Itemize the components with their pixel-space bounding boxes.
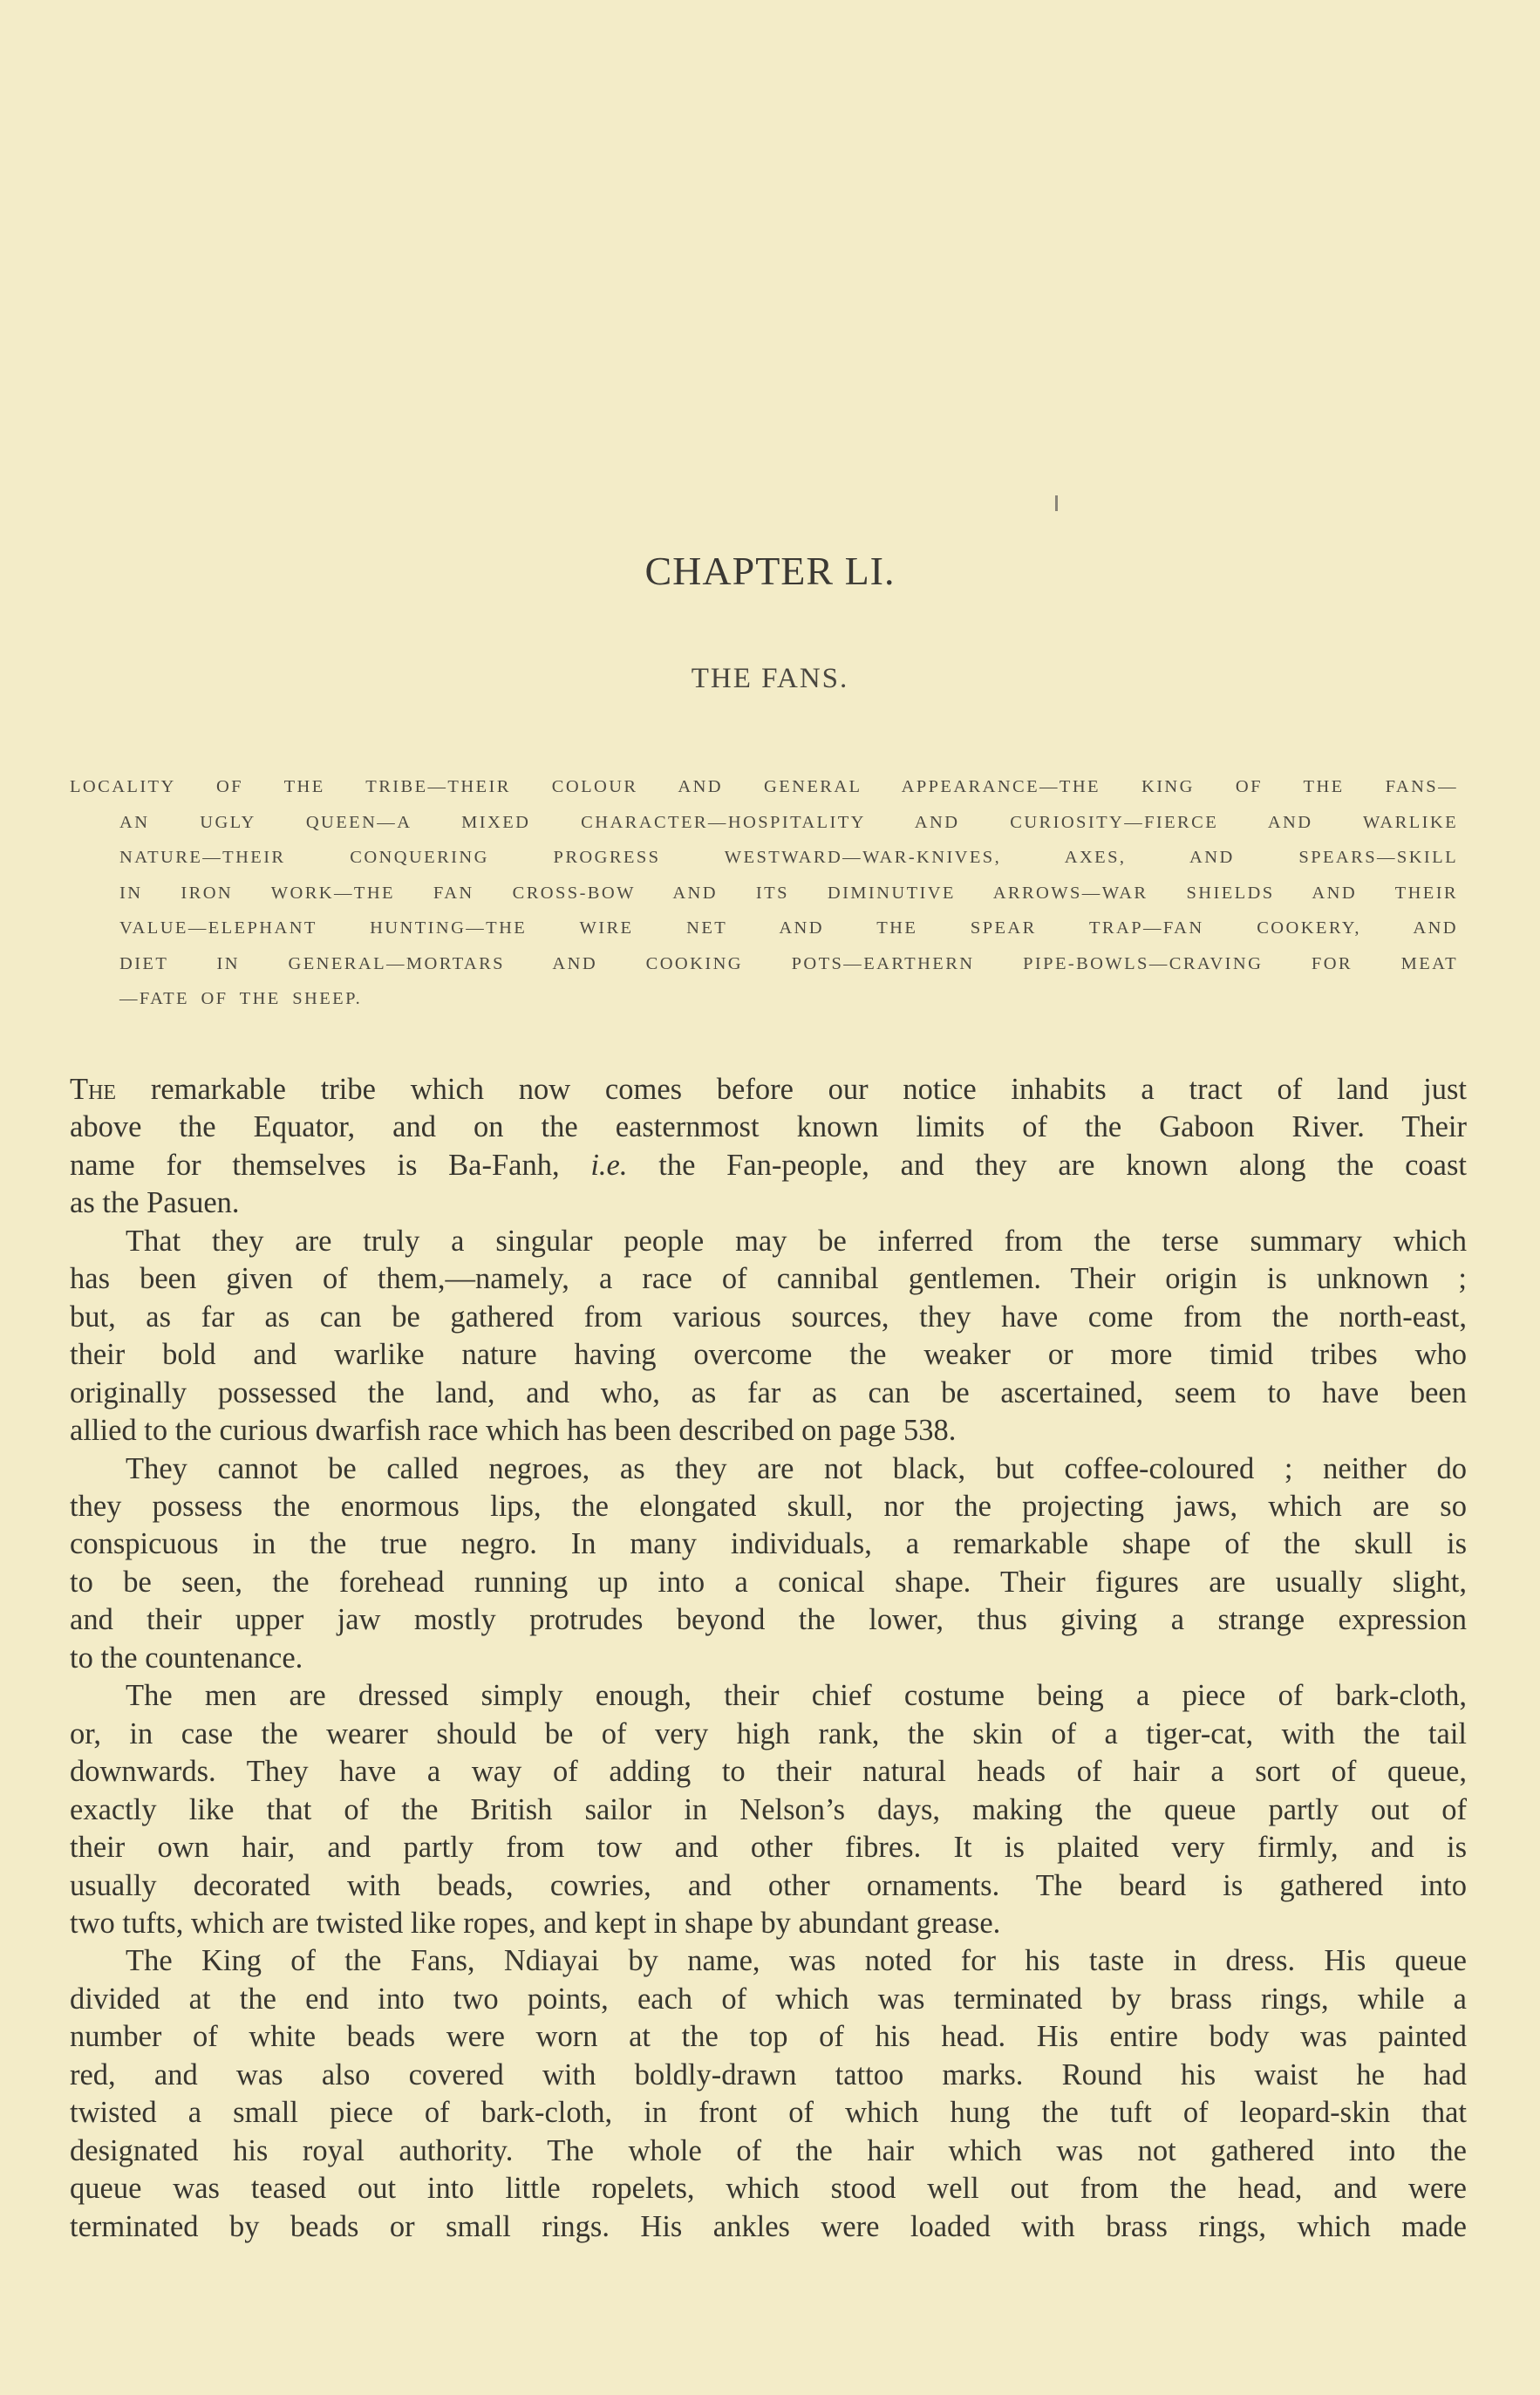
paragraph-line: or, in case the wearer should be of very high rank, the skin of a tiger-cat, with the tail xyxy=(70,1716,1467,1750)
paragraph-line: That they are truly a singular people may be inferred from the terse summary which xyxy=(126,1224,1467,1258)
paragraph-line: to the countenance. xyxy=(70,1641,303,1675)
paragraph-line: as the Pasuen. xyxy=(70,1186,240,1220)
paragraph-line: The men are dressed simply enough, their chief costume being a piece of bark-cloth, xyxy=(126,1679,1467,1713)
paragraph-line: above the Equator, and on the easternmost known limits of the Gaboon River. Their xyxy=(70,1110,1467,1144)
paragraph-line: conspicuous in the true negro. In many individuals, a remarkable shape of the skull is xyxy=(70,1527,1467,1561)
chapter-title: CHAPTER LI. xyxy=(644,549,896,593)
paragraph-line: but, as far as can be gathered from various sources, they have come from the north-east, xyxy=(70,1300,1467,1334)
italic-abbreviation: i.e. xyxy=(590,1148,628,1182)
paragraph-line: queue was teased out into little ropelets, which stood well out from the head, and were xyxy=(70,2172,1467,2206)
paragraph-line: their bold and warlike nature having overcome the weaker or more timid tribes who xyxy=(70,1338,1467,1372)
paragraph-line xyxy=(70,1147,1467,1184)
paragraph-line: They cannot be called negroes, as they are not black, but coffee-coloured ; neither do xyxy=(126,1451,1467,1485)
paragraph-line: divided at the end into two points, each of which was terminated by brass rings, while a xyxy=(70,1982,1467,2016)
paragraph-line: their own hair, and partly from tow and other fibres. It is plaited very firmly, and is xyxy=(70,1831,1467,1865)
paragraph-line: to be seen, the forehead running up into a conical shape. Their figures are usually slight, xyxy=(70,1565,1467,1599)
paragraph-line: designated his royal authority. The whole of the hair which was not gathered into the xyxy=(70,2133,1467,2167)
paragraph-line: two tufts, which are twisted like ropes, and kept in shape by abundant grease. xyxy=(70,1906,1001,1940)
drop-word: The xyxy=(70,1073,117,1106)
synopsis-line: —FATE OF THE SHEEP. xyxy=(119,989,363,1008)
paragraph-line xyxy=(70,1071,1467,1109)
synopsis-line: VALUE—ELEPHANT HUNTING—THE WIRE NET AND THE SPEAR TRAP—FAN COOKERY, AND xyxy=(119,918,1458,938)
paragraph-line-text: name for themselves is Ba-Fanh, xyxy=(70,1148,591,1182)
paragraph-line: originally possessed the land, and who, as far as can be ascertained, seem to have been xyxy=(70,1375,1467,1409)
synopsis-line: IN IRON WORK—THE FAN CROSS-BOW AND ITS DIMINUTIVE ARROWS—WAR SHIELDS AND THEIR xyxy=(119,883,1458,903)
paragraph-line: twisted a small piece of bark-cloth, in front of which hung the tuft of leopard-skin that xyxy=(70,2096,1467,2130)
stray-print-mark xyxy=(1055,495,1058,511)
chapter-synopsis xyxy=(70,769,1458,1017)
synopsis-line: DIET IN GENERAL—MORTARS AND COOKING POTS—EARTHERN PIPE-BOWLS—CRAVING FOR MEAT xyxy=(119,953,1458,973)
paragraph-line-text: remarkable tribe which now comes before our notice inhabits a tract of land just xyxy=(116,1073,1467,1106)
paragraph-line: has been given of them,—namely, a race of cannibal gentlemen. Their origin is unknown ; xyxy=(70,1262,1467,1296)
synopsis-line: AN UGLY QUEEN—A MIXED CHARACTER—HOSPITALITY AND CURIOSITY—FIERCE AND WARLIKE xyxy=(119,812,1458,832)
paragraph-line-text: the Fan-people, and they are known along the coast xyxy=(627,1148,1467,1182)
paragraph-line: red, and was also covered with boldly-drawn tattoo marks. Round his waist he had xyxy=(70,2057,1467,2091)
paragraph-line: usually decorated with beads, cowries, and other ornaments. The beard is gathered into xyxy=(70,1868,1467,1902)
body-text xyxy=(70,1071,1467,2246)
paragraph-line: allied to the curious dwarfish race which has been described on page 538. xyxy=(70,1414,957,1448)
synopsis-line: NATURE—THEIR CONQUERING PROGRESS WESTWARD—WAR-KNIVES, AXES, AND SPEARS—SKILL xyxy=(119,848,1458,867)
paragraph-line: exactly like that of the British sailor in Nelson’s days, making the queue partly out of xyxy=(70,1792,1467,1826)
paragraph-line: downwards. They have a way of adding to their natural heads of hair a sort of queue, xyxy=(70,1755,1467,1789)
paragraph-line: and their upper jaw mostly protrudes beyond the lower, thus giving a strange expression xyxy=(70,1603,1467,1637)
paragraph-line: number of white beads were worn at the top of his head. His entire body was painted xyxy=(70,2020,1467,2054)
paragraph-line: terminated by beads or small rings. His ankles were loaded with brass rings, which made xyxy=(70,2209,1467,2243)
paragraph-line: The King of the Fans, Ndiayai by name, was noted for his taste in dress. His queue xyxy=(126,1944,1467,1978)
paragraph-line: they possess the enormous lips, the elongated skull, nor the projecting jaws, which are so xyxy=(70,1489,1467,1523)
chapter-subtitle: THE FANS. xyxy=(691,663,849,694)
synopsis-line: LOCALITY OF THE TRIBE—THEIR COLOUR AND GENERAL APPEARANCE—THE KING OF THE FANS— xyxy=(70,777,1458,796)
